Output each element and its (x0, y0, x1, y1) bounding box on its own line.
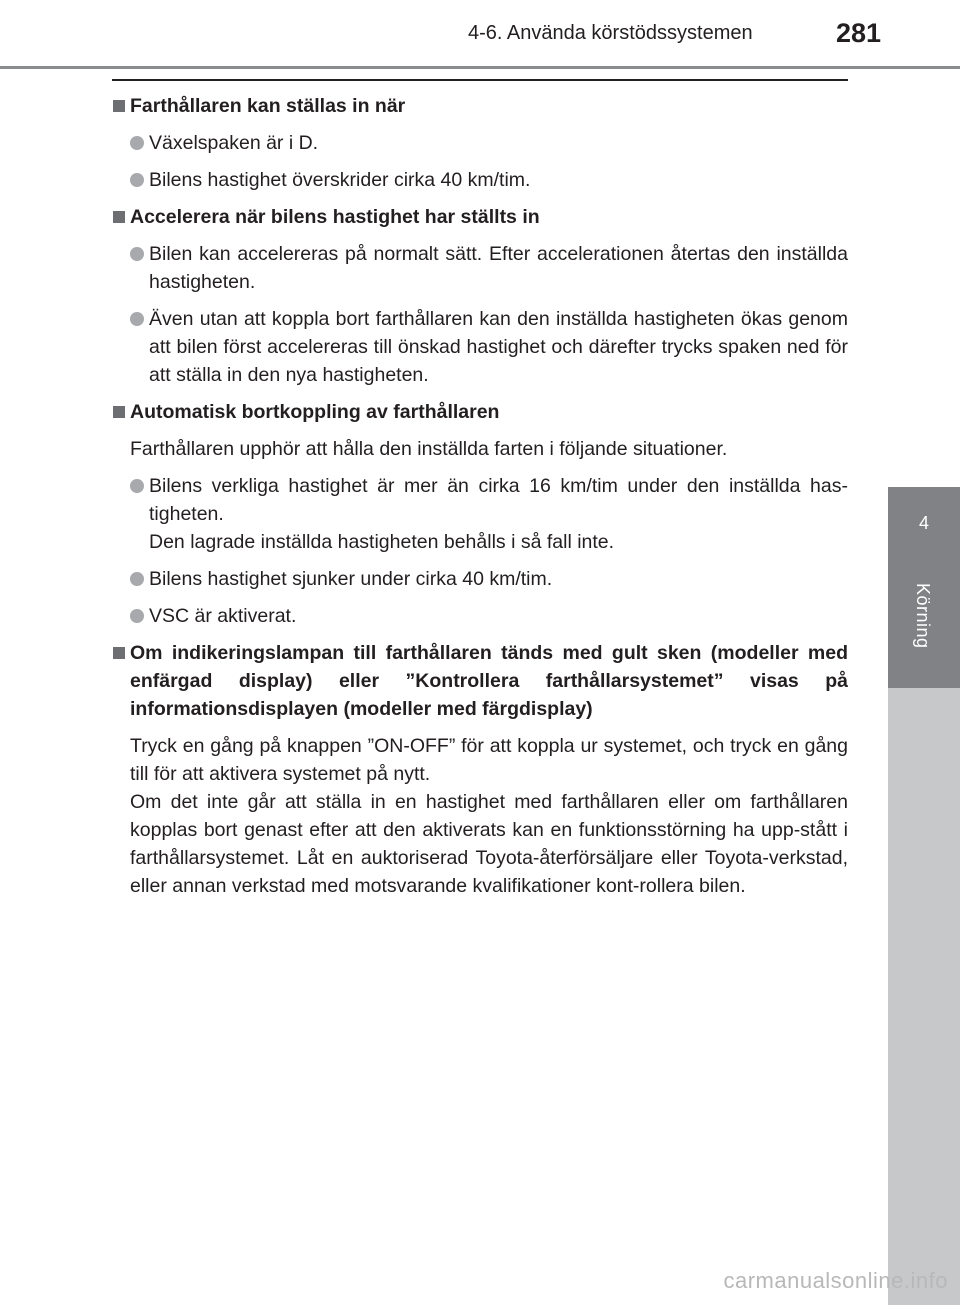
section-heading: Farthållaren kan ställas in när (112, 92, 848, 120)
list-item: VSC är aktiverat. (112, 602, 848, 630)
circle-bullet-icon (130, 572, 144, 586)
circle-bullet-icon (130, 479, 144, 493)
section-heading: Automatisk bortkoppling av farthållaren (112, 398, 848, 426)
section-title: 4-6. Använda körstödssystemen (468, 22, 753, 44)
list-item: Bilens hastighet sjunker under cirka 40 km/tim. (112, 565, 848, 593)
list-item: Bilens hastighet överskrider cirka 40 km/tim. (112, 166, 848, 194)
list-item: Växelspaken är i D. (112, 129, 848, 157)
section-heading: Accelerera när bilens hastighet har ställts in (112, 203, 848, 231)
section-intro: Farthållaren upphör att hålla den inställda farten i följande situationer. (130, 438, 728, 460)
paragraph: Om det inte går att ställa in en hastighet med farthållaren eller om farthållaren kopplas bort genast efter att den aktiverats kan en funktionsstörning ha upp-stått i farthållarsystemet. Låt en auktoriserad Toyota-återförsäljare eller Toyota-verkstad, eller annan verkstad med motsvarande kvalifikationer kont-rollera bilen. (130, 791, 848, 897)
circle-bullet-icon (130, 247, 144, 261)
square-bullet-icon (113, 406, 125, 418)
bullet-note: Den lagrade inställda hastigheten behålls i så fall inte. (149, 531, 615, 553)
list-item: Bilens verkliga hastighet är mer än cirka 16 km/tim under den inställda has-tigheten. Den lagrade inställda hastigheten behålls i så fall inte. (112, 472, 848, 556)
page-body (112, 92, 848, 909)
chapter-number-tab: 4 (888, 487, 960, 570)
side-tab-top (888, 70, 960, 487)
header-divider (0, 66, 960, 69)
square-bullet-icon (113, 211, 125, 223)
square-bullet-icon (113, 100, 125, 112)
paragraph: Tryck en gång på knappen ”ON-OFF” för att koppla ur systemet, och tryck en gång till för att aktivera systemet på nytt. (130, 735, 848, 785)
page-number: 281 (836, 18, 882, 48)
side-tab-bottom (888, 688, 960, 1305)
watermark: carmanualsonline.info (723, 1268, 948, 1293)
content-rule (112, 79, 848, 81)
list-item: Bilen kan accelereras på normalt sätt. Efter accelerationen återtas den inställda hastigheten. (112, 240, 848, 296)
list-item: Även utan att koppla bort farthållaren kan den inställda hastigheten ökas genom att bilen först accelereras till önskad hastighet och därefter trycks spaken ned för att ställa in den nya hastigheten. (112, 305, 848, 389)
circle-bullet-icon (130, 136, 144, 150)
circle-bullet-icon (130, 173, 144, 187)
circle-bullet-icon (130, 312, 144, 326)
circle-bullet-icon (130, 609, 144, 623)
square-bullet-icon (113, 647, 125, 659)
section-heading: Om indikeringslampan till farthållaren tänds med gult sken (modeller med enfärgad display) eller ”Kontrollera farthållarsystemet” visas på informationsdisplayen (modeller med färgdisplay) (112, 639, 848, 723)
chapter-label: Körning (913, 583, 933, 649)
